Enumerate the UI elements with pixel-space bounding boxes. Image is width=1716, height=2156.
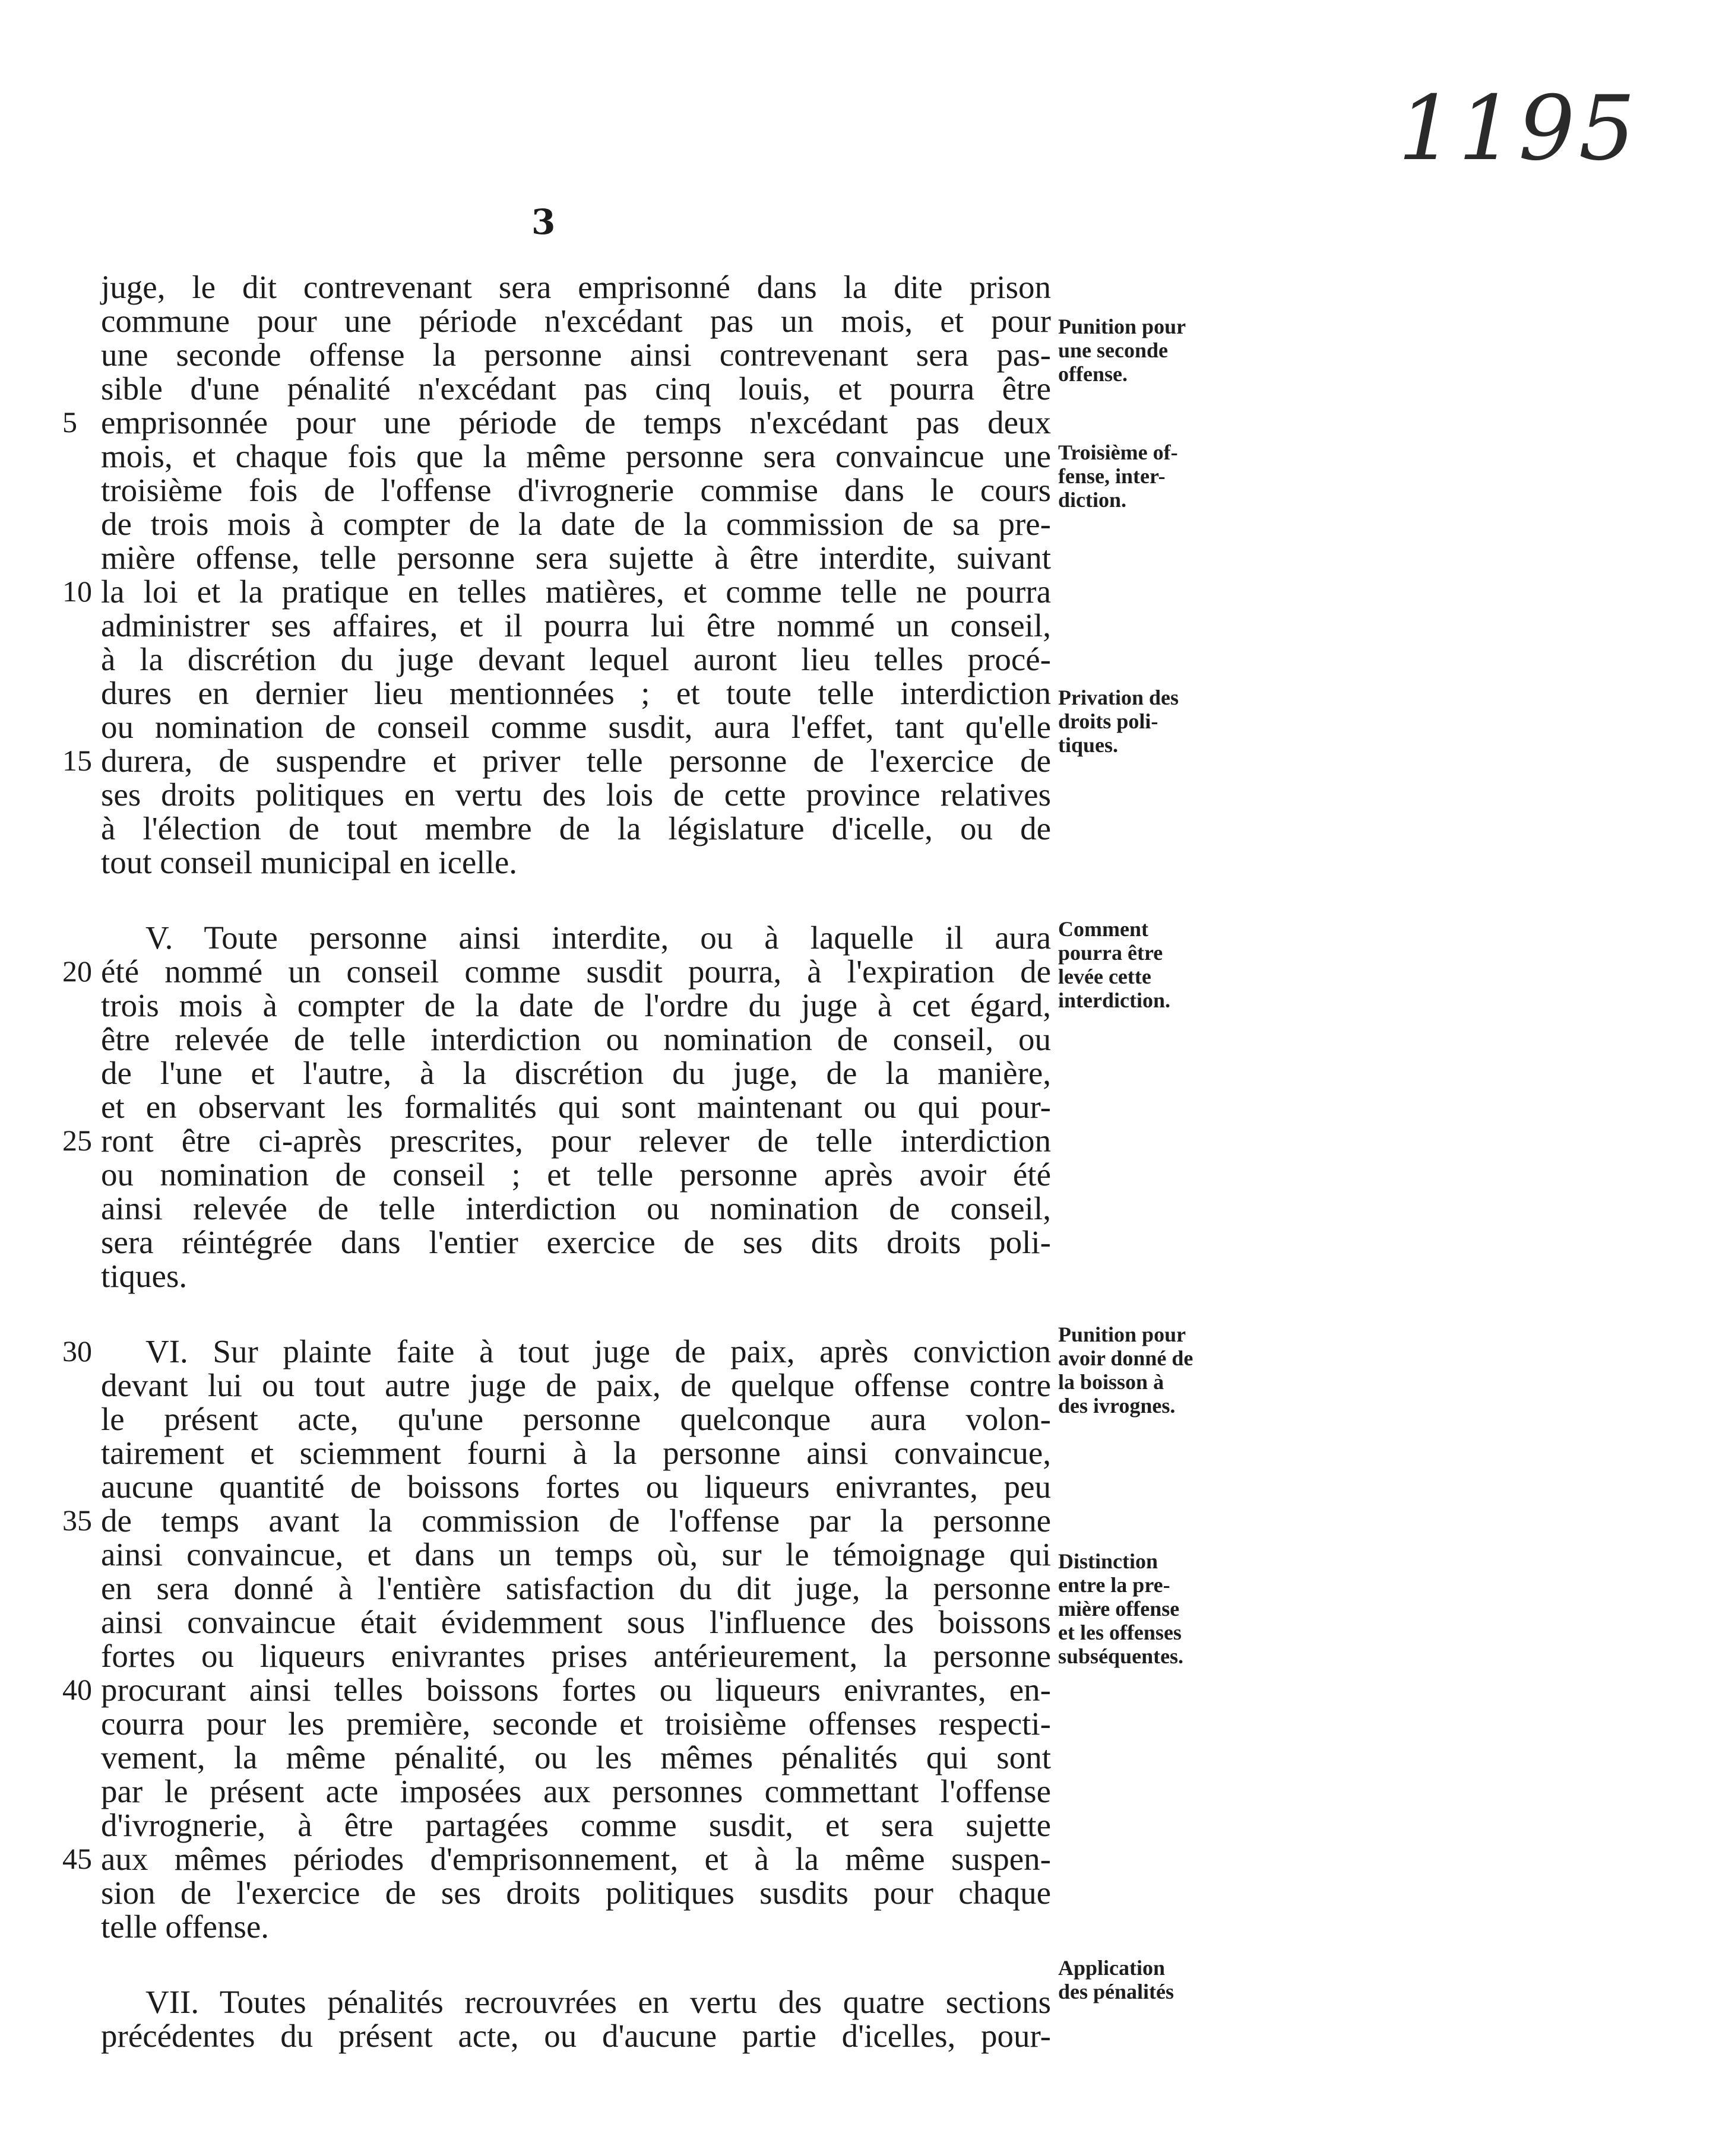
text-line: telle offense. <box>101 1908 270 1945</box>
margin-note-distinction: Distinction entre la pre- mière offense et les offenses subséquentes. <box>1058 1549 1184 1668</box>
margin-note-troisieme-offense: Troisième of- fense, inter- diction. <box>1058 440 1178 512</box>
text-line: 25 ront être ci-après prescrites, pour relever de telle interdiction <box>62 1123 1051 1159</box>
text-line: sera réintégrée dans l'entier exercice de ses dits droits poli- <box>101 1224 1051 1260</box>
text-line: le présent acte, qu'une personne quelconque aura volon- <box>101 1401 1051 1437</box>
text-line: mois, et chaque fois que la même personne sera convaincue une <box>101 438 1051 474</box>
text-line: à l'élection de tout membre de la législature d'icelle, ou de <box>101 810 1051 846</box>
text-line: 40 procurant ainsi telles boissons fortes ou liqueurs enivrantes, en- <box>62 1672 1051 1708</box>
line-number: 5 <box>62 405 77 439</box>
line-number: 45 <box>62 1842 92 1875</box>
text-line: 20 été nommé un conseil comme susdit pourra, à l'expiration de <box>62 953 1051 990</box>
text-line: commune pour une période n'excédant pas un mois, et pour <box>101 303 1051 339</box>
text-line: en sera donné à l'entière satisfaction du dit juge, la personne <box>101 1570 1051 1606</box>
text-line: ou nomination de conseil ; et telle personne après avoir été <box>101 1156 1051 1193</box>
line-number: 20 <box>62 955 92 988</box>
text-line: fortes ou liqueurs enivrantes prises antérieurement, la personne <box>101 1638 1051 1674</box>
page-number: 3 <box>531 202 556 242</box>
section-v-start: V. Toute personne ainsi interdite, ou à laquelle il aura <box>145 920 1051 956</box>
text-line: sible d'une pénalité n'excédant pas cinq louis, et pourra être <box>101 370 1051 407</box>
text-line: ainsi convaincue, et dans un temps où, sur le témoignage qui <box>101 1536 1051 1572</box>
line-number: 30 <box>62 1334 92 1368</box>
text-line: 45 aux mêmes périodes d'emprisonnement, et à la même suspen- <box>62 1841 1051 1877</box>
section-vii-start: VII. Toutes pénalités recrouvrées en vertu des quatre sections <box>145 1984 1051 2020</box>
text-line: aucune quantité de boissons fortes ou liqueurs enivrantes, peu <box>101 1469 1051 1505</box>
text-line: une seconde offense la personne ainsi contrevenant sera pas- <box>101 337 1051 373</box>
text-line: administrer ses affaires, et il pourra lui être nommé un conseil, <box>101 607 1051 643</box>
margin-note-punition-seconde: Punition pour une seconde offense. <box>1058 315 1186 386</box>
text-line: ainsi relevée de telle interdiction ou nomination de conseil, <box>101 1190 1051 1226</box>
section-vi-start: 30 VI. Sur plainte faite à tout juge de paix, après conviction <box>62 1333 1051 1369</box>
text-line: être relevée de telle interdiction ou nomination de conseil, ou <box>101 1021 1051 1057</box>
text-line: vement, la même pénalité, ou les mêmes pénalités qui sont <box>101 1739 1051 1775</box>
text-line: ses droits politiques en vertu des lois de cette province relatives <box>101 776 1051 813</box>
text-line: d'ivrognerie, à être partagées comme susdit, et sera sujette <box>101 1807 1051 1843</box>
handwritten-folio: 1195 <box>1398 77 1639 180</box>
text-line: précédentes du présent acte, ou d'aucune partie d'icelles, pour- <box>101 2018 1051 2054</box>
text-line: à la discrétion du juge devant lequel auront lieu telles procé- <box>101 641 1051 677</box>
text-line: ainsi convaincue était évidemment sous l'influence des boissons <box>101 1604 1051 1640</box>
margin-note-punition-boisson: Punition pour avoir donné de la boisson à des ivrognes. <box>1058 1323 1193 1418</box>
text-line: 5 emprisonnée pour une période de temps n'excédant pas deux <box>62 404 1051 440</box>
line-number: 10 <box>62 575 92 608</box>
text-line: mière offense, telle personne sera sujette à être interdite, suivant <box>101 540 1051 576</box>
text-line: 15 durera, de suspendre et priver telle personne de l'exercice de <box>62 743 1051 779</box>
text-line: devant lui ou tout autre juge de paix, de quelque offense contre <box>101 1367 1051 1403</box>
line-number: 25 <box>62 1124 92 1157</box>
margin-note-application: Application des pénalités <box>1058 1956 1174 2003</box>
text-line: tout conseil municipal en icelle. <box>101 844 518 880</box>
margin-note-comment-levee: Comment pourra être levée cette interdiction. <box>1058 917 1170 1012</box>
text-line: par le présent acte imposées aux personnes commettant l'offense <box>101 1773 1051 1809</box>
text-line: trois mois à compter de la date de l'ordre du juge à cet égard, <box>101 987 1051 1023</box>
text-line: de l'une et l'autre, à la discrétion du juge, de la manière, <box>101 1055 1051 1091</box>
text-line: de trois mois à compter de la date de la commission de sa pre- <box>101 506 1051 542</box>
text-line: ou nomination de conseil comme susdit, aura l'effet, tant qu'elle <box>101 709 1051 745</box>
text-line: 10 la loi et la pratique en telles matières, et comme telle ne pourra <box>62 573 1051 610</box>
text-line: tiques. <box>101 1258 188 1294</box>
text-line: tairement et sciemment fourni à la personne ainsi convaincue, <box>101 1435 1051 1471</box>
margin-note-privation-droits: Privation des droits poli- tiques. <box>1058 686 1179 757</box>
line-number: 35 <box>62 1504 92 1537</box>
text-line: juge, le dit contrevenant sera emprisonné dans la dite prison <box>101 269 1051 305</box>
text-line: troisième fois de l'offense d'ivrognerie commise dans le cours <box>101 472 1051 508</box>
text-line: dures en dernier lieu mentionnées ; et toute telle interdiction <box>101 675 1051 711</box>
text-line: sion de l'exercice de ses droits politiques susdits pour chaque <box>101 1875 1051 1911</box>
line-number: 40 <box>62 1673 92 1706</box>
body-text <box>62 269 1051 2054</box>
line-number: 15 <box>62 744 92 777</box>
text-line: 35 de temps avant la commission de l'offense par la personne <box>62 1502 1051 1539</box>
text-line: et en observant les formalités qui sont maintenant ou qui pour- <box>101 1089 1051 1125</box>
text-line: courra pour les première, seconde et troisième offenses respecti- <box>101 1705 1051 1742</box>
